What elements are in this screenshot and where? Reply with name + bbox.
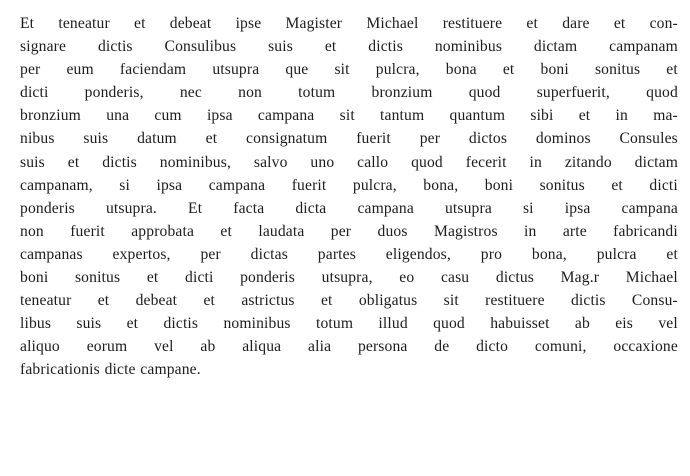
text-word: con- [649, 15, 678, 32]
text-word: suis [268, 38, 293, 56]
text-word: Magister [285, 15, 343, 32]
text-word: libus [20, 315, 52, 333]
text-word: campana [621, 199, 678, 217]
text-word: nec [179, 84, 202, 102]
text-word: habuisset [490, 315, 550, 333]
text-word: aliquo [20, 338, 60, 356]
text-word: Michael [366, 15, 419, 32]
text-word: dictis [102, 153, 137, 171]
text-word: fecerit [465, 153, 507, 171]
text-word: et [611, 176, 623, 194]
text-word: boni [20, 269, 49, 287]
text-word: cum [154, 107, 182, 125]
text-word: quantum [449, 107, 506, 125]
text-word: callo [357, 153, 389, 171]
text-word: casu [440, 269, 470, 287]
text-word: campanam [609, 38, 678, 56]
text-word: duos [377, 222, 408, 240]
text-word: dictis [97, 38, 133, 56]
text-line [20, 358, 678, 381]
text-word: utsupra [212, 61, 260, 79]
text-line [20, 197, 678, 220]
text-word: et [220, 222, 232, 240]
text-word: suis [76, 315, 102, 333]
text-word: utsupra. [105, 199, 157, 217]
text-word: salvo [253, 153, 288, 171]
text-word: datum [137, 130, 177, 148]
text-word: totum [298, 84, 336, 102]
text-word: arte [562, 222, 587, 240]
text-word: per [20, 61, 41, 79]
text-word: utsupra [444, 199, 492, 217]
text-word: dicte [104, 361, 136, 379]
text-word: et [203, 292, 216, 310]
text-word: bronzium [371, 84, 433, 102]
text-word: pulcra [596, 245, 637, 263]
text-word: nominibus [223, 315, 291, 333]
text-word: suis [83, 130, 109, 148]
text-word: persona [357, 338, 408, 356]
text-word: Mag.r [560, 269, 600, 287]
text-word: eis [615, 315, 634, 333]
text-word: fuerit [70, 222, 105, 240]
text-word: zitando [564, 153, 612, 171]
text-word: de [434, 338, 450, 356]
text-word: alia [308, 338, 332, 356]
text-word: ponderis [240, 269, 296, 287]
text-word: boni [540, 61, 569, 79]
text-word: per [200, 245, 221, 263]
text-word: campane. [140, 361, 201, 379]
text-word: campana [208, 176, 266, 194]
text-word: et [613, 15, 626, 32]
text-word: dominos [535, 130, 591, 148]
text-word: facta [233, 199, 265, 217]
text-word: fabricandi [613, 222, 678, 240]
text-word: que [285, 61, 309, 79]
text-word: quod [411, 153, 443, 171]
text-word: pro [480, 245, 503, 263]
text-word: dicti [185, 269, 214, 287]
text-word: bona, [531, 245, 567, 263]
text-line [20, 12, 678, 35]
text-word: signare [20, 38, 67, 56]
text-word: si [522, 199, 534, 217]
text-word: laudata [258, 222, 305, 240]
text-word: pulcra, [352, 176, 397, 194]
text-word: ab [574, 315, 590, 333]
text-word: quod [468, 84, 501, 102]
text-word: ipsa [564, 199, 591, 217]
text-line [20, 35, 678, 58]
text-word: obligatus [358, 292, 418, 310]
text-word: Consulibus [164, 38, 237, 56]
text-line [20, 266, 678, 289]
text-word: ipsa [206, 107, 233, 125]
text-word: superfuerit, [536, 84, 610, 102]
text-word: sit [334, 61, 350, 79]
text-word: sonitus [74, 269, 121, 287]
text-word: et [67, 153, 80, 171]
text-word: non [20, 222, 44, 240]
text-word: expertos, [112, 245, 171, 263]
text-word: consignatum [246, 130, 328, 148]
text-word: debeat [135, 292, 178, 310]
text-word: astrictus [241, 292, 295, 310]
text-word: faciendam [119, 61, 187, 79]
text-word: campanas [20, 245, 83, 263]
text-line [20, 104, 678, 127]
text-word: Magistros [433, 222, 498, 240]
text-word: teneatur [58, 15, 110, 32]
text-word: bona, [423, 176, 459, 194]
text-word: dictas [250, 245, 288, 263]
text-word: dicta [295, 199, 327, 217]
text-word: comuni, [534, 338, 587, 356]
text-word: sonitus [539, 176, 585, 194]
text-word: fabricationis [20, 361, 100, 379]
text-word: dictis [570, 292, 606, 310]
text-word: totum [315, 315, 354, 333]
text-word: uno [310, 153, 335, 171]
latin-text-paragraph [20, 12, 678, 382]
text-word: et [666, 61, 678, 79]
text-word: Et [188, 199, 203, 217]
text-word: nominibus, [159, 153, 231, 171]
text-word: in [524, 222, 537, 240]
text-word: fuerit [291, 176, 327, 194]
text-word: et [205, 130, 218, 148]
text-word: nibus [20, 130, 55, 148]
text-word: sit [339, 107, 355, 125]
text-word: nominibus [434, 38, 503, 56]
text-word: et [666, 245, 678, 263]
text-word: fuerit [356, 130, 391, 148]
text-word: et [134, 15, 146, 32]
text-word: et [526, 15, 538, 32]
text-line [20, 335, 678, 358]
text-word: et [320, 292, 333, 310]
text-word: et [324, 38, 337, 56]
text-word: una [106, 107, 130, 125]
text-word: occaxione [613, 338, 678, 356]
text-word: dictis [163, 315, 199, 333]
text-word: Consules [619, 130, 678, 148]
text-word: eo [399, 269, 415, 287]
text-word: si [119, 176, 130, 194]
text-word: dictis [368, 38, 403, 56]
text-word: Consu- [631, 292, 678, 310]
text-word: dictam [634, 153, 678, 171]
text-word: pulcra, [375, 61, 420, 79]
text-word: et [578, 107, 591, 125]
text-word: sibi [530, 107, 554, 125]
text-word: quod [646, 84, 678, 102]
text-word: aliqua [242, 338, 282, 356]
text-word: Michael [625, 269, 678, 287]
text-word: debeat [169, 15, 212, 32]
text-word: et [97, 292, 110, 310]
text-word: in [529, 153, 542, 171]
text-word: dicto [476, 338, 509, 356]
text-word: et [502, 61, 515, 79]
text-word: vel [154, 338, 174, 356]
text-word: suis [20, 153, 45, 171]
text-line [20, 58, 678, 81]
text-word: dictus [495, 269, 535, 287]
text-word: non [238, 84, 262, 102]
text-word: et [146, 269, 159, 287]
text-word: dictos [468, 130, 508, 148]
text-word: boni [484, 176, 514, 194]
text-word: per [330, 222, 352, 240]
text-line [20, 243, 678, 266]
text-word: dicti [649, 176, 678, 194]
text-word: ab [200, 338, 216, 356]
text-word: eorum [86, 338, 128, 356]
text-word: restituere [485, 292, 545, 310]
text-word: Et [20, 15, 35, 32]
text-word: quod [433, 315, 465, 333]
text-word: ponderis, [84, 84, 144, 102]
text-line [20, 312, 678, 335]
text-word: approbata [131, 222, 195, 240]
text-line [20, 151, 678, 174]
text-word: campana [257, 107, 315, 125]
text-word: per [419, 130, 441, 148]
text-word: vel [658, 315, 678, 333]
text-word: bona [445, 61, 477, 79]
text-word: utsupra, [321, 269, 373, 287]
text-word: dictam [533, 38, 578, 56]
text-word: sit [443, 292, 459, 310]
text-word: ma- [653, 107, 678, 125]
text-word: tantum [380, 107, 425, 125]
text-word: partes [317, 245, 356, 263]
text-line [20, 289, 678, 312]
text-word: bronzium [20, 107, 81, 125]
text-word: in [615, 107, 628, 125]
text-word: et [126, 315, 139, 333]
text-word: teneatur [20, 292, 72, 310]
text-word: ipse [235, 15, 262, 32]
text-word: ipsa [156, 176, 183, 194]
text-line [20, 174, 678, 197]
text-word: campanam, [20, 176, 93, 194]
text-word: eligendos, [385, 245, 451, 263]
text-line [20, 81, 678, 104]
text-word: restituere [442, 15, 503, 32]
text-word: dicti [20, 84, 49, 102]
text-word: campana [357, 199, 414, 217]
text-word: eum [66, 61, 94, 79]
text-line [20, 127, 678, 150]
text-word: dare [562, 15, 590, 32]
text-word: sonitus [594, 61, 641, 79]
text-word: ponderis [20, 199, 75, 217]
text-line [20, 220, 678, 243]
text-word: illud [378, 315, 408, 333]
